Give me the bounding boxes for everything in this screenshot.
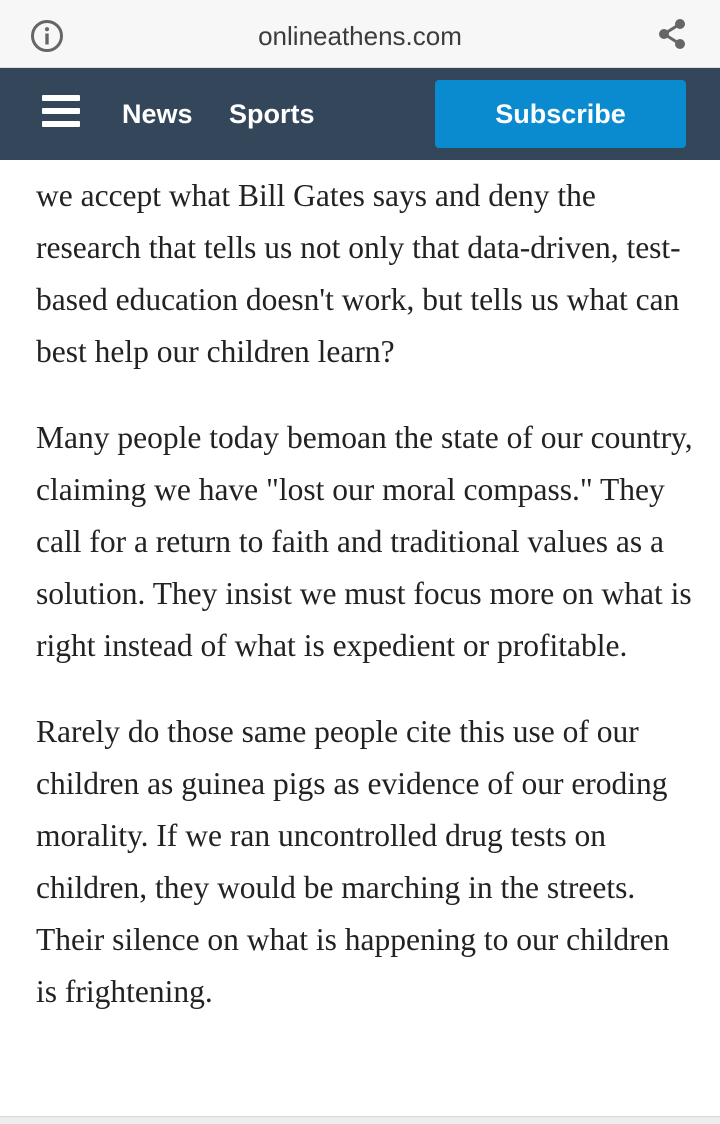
nav-link-news[interactable]: News	[122, 99, 193, 129]
nav-link-sports[interactable]: Sports	[229, 99, 315, 129]
article-paragraph: Many people today bemoan the state of our country, claiming we have "lost our moral compass." They call for a return to faith and traditional values as a solution. They insist we must focus more on what is right instead of what is expedient or profitable.	[36, 420, 693, 663]
share-icon[interactable]	[656, 17, 688, 51]
url-text[interactable]: onlineathens.com	[258, 21, 462, 51]
site-navigation-bar	[0, 68, 720, 160]
article-paragraph: we accept what Bill Gates says and deny the research that tells us not only that data-driven, test-based education doesn't work, but tells us what can best help our children learn?	[36, 178, 681, 369]
bottom-divider	[0, 1116, 720, 1124]
article-paragraph: Rarely do those same people cite this use of our children as guinea pigs as evidence of our eroding morality. If we ran uncontrolled drug tests on children, they would be marching in the streets. Their silence on what is happening to our children is frightening.	[36, 714, 670, 1009]
subscribe-button[interactable]: Subscribe	[435, 80, 686, 148]
article-body	[36, 170, 696, 1018]
browser-address-bar	[0, 0, 720, 68]
hamburger-menu-icon[interactable]	[42, 95, 80, 127]
